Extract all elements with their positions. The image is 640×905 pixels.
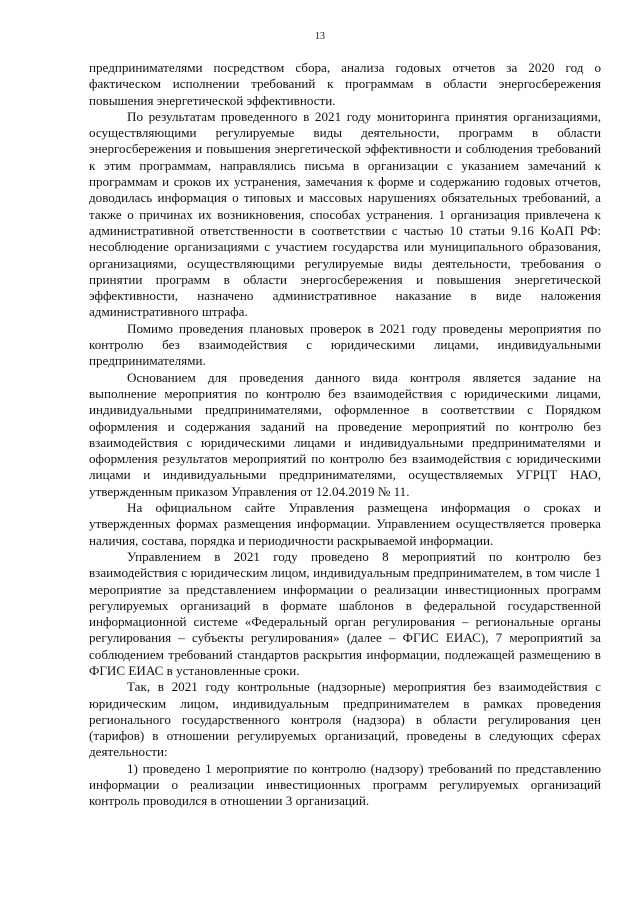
paragraph-5: На официальном сайте Управления размещена информация о сроках и утвержденных формах размещения информации. Управлением осуществляется проверка наличия, состава, порядка и периодичности раскрываемой информации. [89,500,601,548]
document-body [89,60,601,810]
page-number: 13 [315,31,325,42]
paragraph-4: Основанием для проведения данного вида контроля является задание на выполнение мероприятия по контролю без взаимодействия с юридическими лицами, индивидуальными предпринимателями, оформленное в соответствии с Порядком оформления и содержания заданий на проведение мероприятий по контролю без взаимодействия с юридическими лицами и индивидуальными предпринимателями и оформления результатов мероприятий по контролю без взаимодействия с юридическими лицами и индивидуальными предпринимателями, осуществляемых УГРЦТ НАО, утвержденным приказом Управления от 12.04.2019 № 11. [89,369,601,499]
paragraph-8: 1) проведено 1 мероприятие по контролю (надзору) требований по представлению информации о реализации инвестиционных программ регулируемых организаций контроль проводился в отношении 3 организаций. [89,760,601,809]
paragraph-6: Управлением в 2021 году проведено 8 мероприятий по контролю без взаимодействия с юридическим лицом, индивидуальным предпринимателем, в том числе 1 мероприятие за представлением информации о реализации инвестиционных программ регулируемых организаций в формате шаблонов в федеральной государственной информационной системе «Федеральный орган регулирования – региональные органы регулирования – субъекты регулирования» (далее – ФГИС ЕИАС), 7 мероприятий за соблюдением требований стандартов раскрытия информации, подлежащей размещению в ФГИС ЕИАС в установленные сроки. [89,548,601,678]
paragraph-1: предпринимателями посредством сбора, анализа годовых отчетов за 2020 год о фактическом исполнении требований к программам в области энергосбережения повышения энергетической эффективности. [89,60,601,108]
paragraph-7: Так, в 2021 году контрольные (надзорные) мероприятия без взаимодействия с юридическим лицом, индивидуальным предпринимателем в рамках проведения регионального государственного контроля (надзора) в области регулирования цен (тарифов) в отношении регулируемых организаций, проведены в следующих сферах деятельности: [89,679,601,760]
paragraph-2: По результатам проведенного в 2021 году мониторинга принятия организациями, осуществляющими регулируемые виды деятельности, программ в области энергосбережения и повышения энергетической эффективности и соблюдения требований к этим программам, направлялись письма в организации с указанием замечаний к программам и сроков их устранения, замечания к форме и содержанию годовых отчетов, доводилась информация о типовых и массовых нарушениях обязательных требований, а также о причинах их возникновения, способах устранения. 1 организация привлечена к административной ответственности в соответствии с частью 10 статьи 9.16 КоАП РФ: несоблюдение организациями с участием государства или муниципального образования, организациями, осуществляющими регулируемые виды деятельности, требования о принятии программ в области энергосбережения и повышения энергетической эффективности, назначено административное наказание в виде наложения административного штрафа. [89,108,601,320]
paragraph-3: Помимо проведения плановых проверок в 2021 году проведены мероприятия по контролю без взаимодействия с юридическими лицами, индивидуальными предпринимателями. [89,320,601,369]
